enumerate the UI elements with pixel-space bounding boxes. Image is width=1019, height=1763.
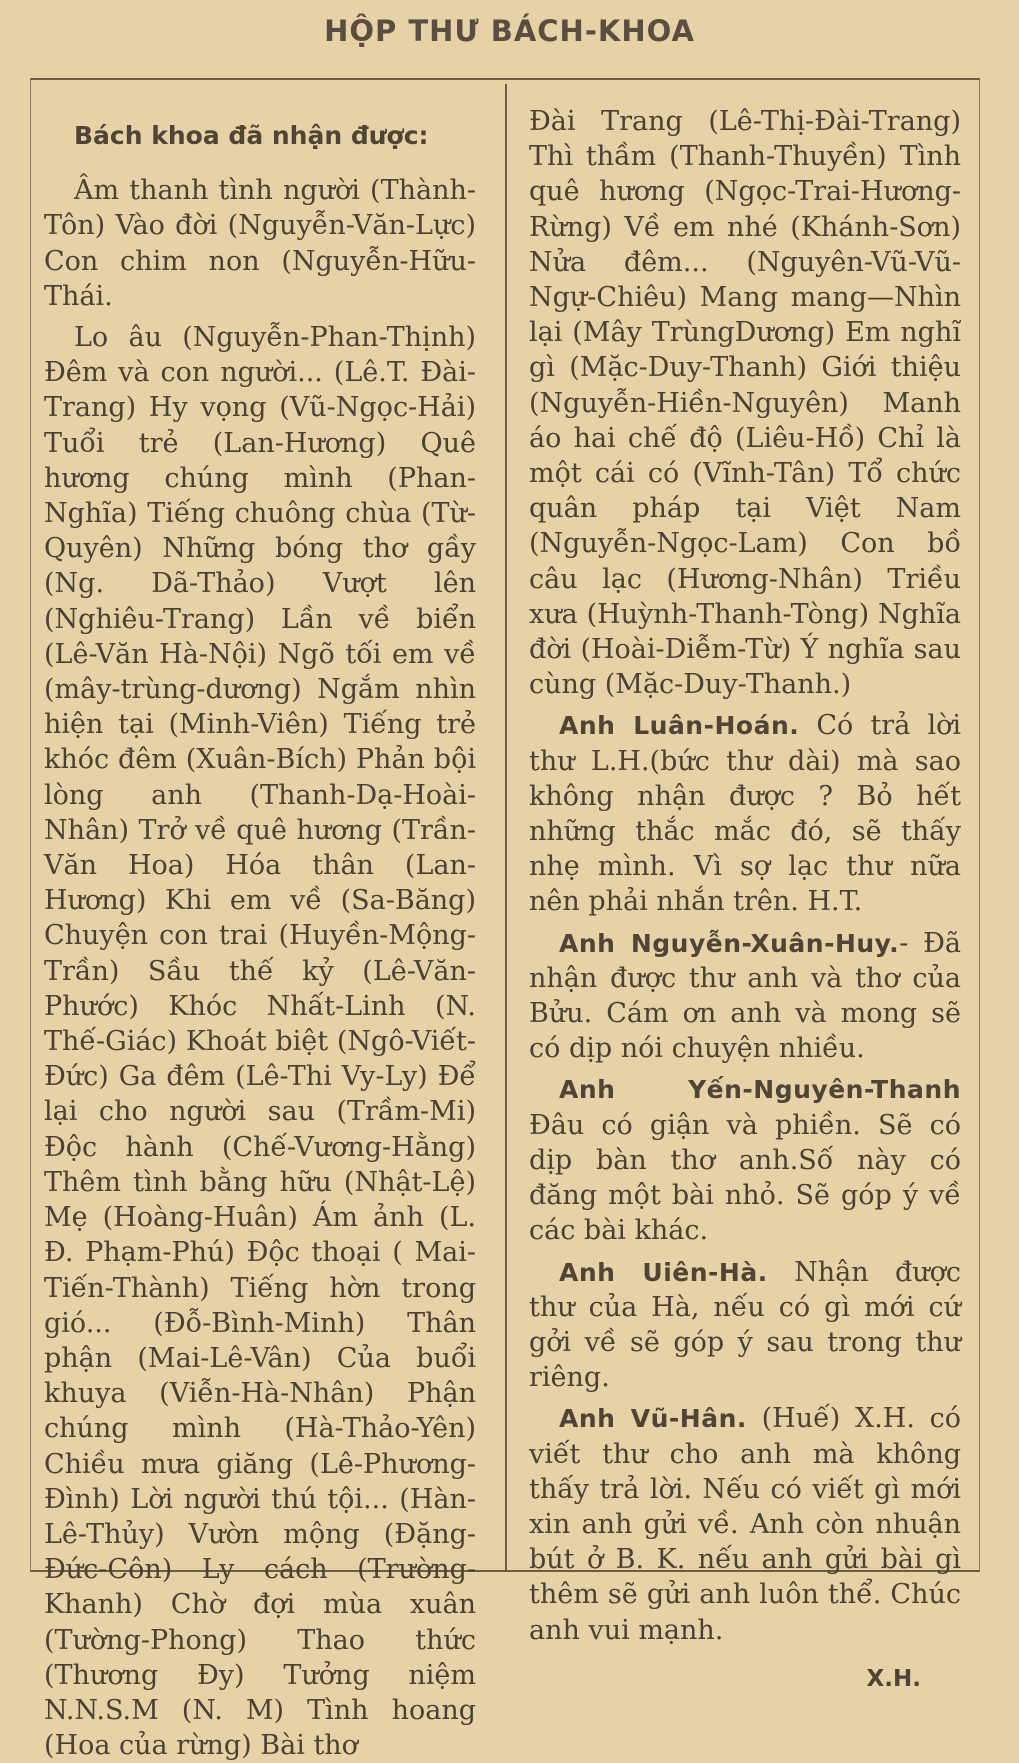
reply-luan-hoan (529, 708, 961, 919)
reply-recipient: Anh Luân-Hoán. (559, 711, 800, 741)
reply-recipient: Anh Uiên-Hà. (559, 1257, 768, 1287)
reply-yen-nguyen-thanh (529, 1072, 961, 1248)
left-column (44, 96, 476, 1763)
reply-text: Nhận được thư của Hà, nếu có gì mới cứ gởi về sẽ góp ý sau trong thư riêng. (529, 1256, 961, 1394)
reply-text: Có trả lời thư L.H.(bức thư dài) mà sao không nhận được ? Bỏ hết những thắc mắc đó, sẽ thấy nhẹ mình. Vì sợ lạc thư nữa nên phải nhắn trên. H.T. (529, 710, 961, 918)
page-title: HỘP THƯ BÁCH-KHOA (324, 14, 695, 48)
reply-text: Đâu có giận và phiền. Sẽ có dịp bàn thơ anh.Số này có đăng một bài nhỏ. Sẽ góp ý về các bài khác. (529, 1109, 961, 1247)
column-divider (505, 84, 507, 1572)
received-list-paragraph-1: Âm thanh tình người (Thành-Tôn) Vào đời (Nguyễn-Văn-Lực) Con chim non (Nguyễn-Hữu-Thái. (44, 175, 476, 312)
reply-recipient: Anh Yến-Nguyên-Thanh (559, 1075, 961, 1105)
reply-text: (Huế) X.H. có viết thư cho anh mà không thấy trả lời. Nếu có viết gì mới xin anh gửi về. Anh còn nhuận bút ở B. K. nếu anh gửi bài gì thêm sẽ gửi anh luôn thể. Chúc anh vui mạnh. (529, 1403, 961, 1646)
reply-vu-han (529, 1401, 961, 1647)
signature: X.H. (866, 1665, 921, 1692)
received-list-continuation: Đài Trang (Lê-Thị-Đài-Trang) Thì thầm (Thanh-Thuyền) Tình quê hương (Ngọc-Trai-Hương-Rừng) Về em nhé (Khánh-Sơn) Nửa đêm... (Nguyên-Vũ-Vũ-Ngự-Chiêu) Mang mang—Nhìn lại (Mây TrùngDương) Em nghĩ gì (Mặc-Duy-Thanh) Giới thiệu (Nguyễn-Hiền-Nguyên) Manh áo hai chế độ (Liêu-Hồ) Chỉ là một cái có (Vĩnh-Tân) Tổ chức quân pháp tại Việt Nam (Nguyễn-Ngọc-Lam) Con bồ câu lạc (Hương-Nhân) Triều xưa (Huỳnh-Thanh-Tòng) Nghĩa đời (Hoài-Diễm-Từ) Ý nghĩa sau cùng (Mặc-Duy-Thanh.) (529, 106, 961, 701)
right-column (529, 96, 961, 1697)
reply-nguyen-xuan-huy (529, 926, 961, 1067)
reply-recipient: Anh Vũ-Hân. (559, 1404, 747, 1434)
reply-recipient: Anh Nguyễn-Xuân-Huy. (559, 928, 900, 958)
section-heading: Bách khoa đã nhận được: (74, 121, 429, 150)
received-list-paragraph-2: Lo âu (Nguyễn-Phan-Thịnh) Đêm và con người... (Lê.T. Đài-Trang) Hy vọng (Vũ-Ngọc-Hải) Tuổi trẻ (Lan-Hương) Quê hương chúng mình (Phan-Nghĩa) Tiếng chuông chùa (Từ-Quyên) Những bóng thơ gầy (Ng. Dã-Thảo) Vượt lên (Nghiêu-Trang) Lần về biển (Lê-Văn Hà-Nội) Ngõ tối em về (mây-trùng-dương) Ngắm nhìn hiện tại (Minh-Viên) Tiếng trẻ khóc đêm (Xuân-Bích) Phản bội lòng anh (Thanh-Dạ-Hoài-Nhân) Trở về quê hương (Trần-Văn Hoa) Hóa thân (Lan-Hương) Khi em về (Sa-Băng) Chuyện con trai (Huyền-Mộng-Trần) Sầu thế kỷ (Lê-Văn-Phước) Khóc Nhất-Linh (N. Thế-Giác) Khoát biệt (Ngô-Viết-Đức) Ga đêm (Lê-Thi Vy-Ly) Để lại cho người sau (Trầm-Mi) Độc hành (Chế-Vương-Hằng) Thêm tình bằng hữu (Nhật-Lệ) Mẹ (Hoàng-Huân) Ám ảnh (L. Đ. Phạm-Phú) Độc thoại ( Mai-Tiến-Thành) Tiếng hờn trong gió... (Đỗ-Bình-Minh) Thân phận (Mai-Lê-Vân) Của buổi khuya (Viễn-Hà-Nhân) Phận chúng mình (Hà-Thảo-Yên) Chiều mưa giăng (Lê-Phương-Đình) Lời người thú tội... (Hàn-Lê-Thủy) Vườn mộng (Đặng-Đức-Côn) Ly cách (Trường-Khanh) Chờ đợi mùa xuân (Tường-Phong) Thao thức (Thương Đy) Tưởng niệm N.N.S.M (N. M) Tình hoang (Hoa của rừng) Bài thơ (44, 322, 476, 1762)
reply-uien-ha (529, 1255, 961, 1396)
reply-text: - Đã nhận được thư anh và thơ của Bửu. Cám ơn anh và mong sẽ có dịp nói chuyện nhiều. (529, 927, 961, 1065)
